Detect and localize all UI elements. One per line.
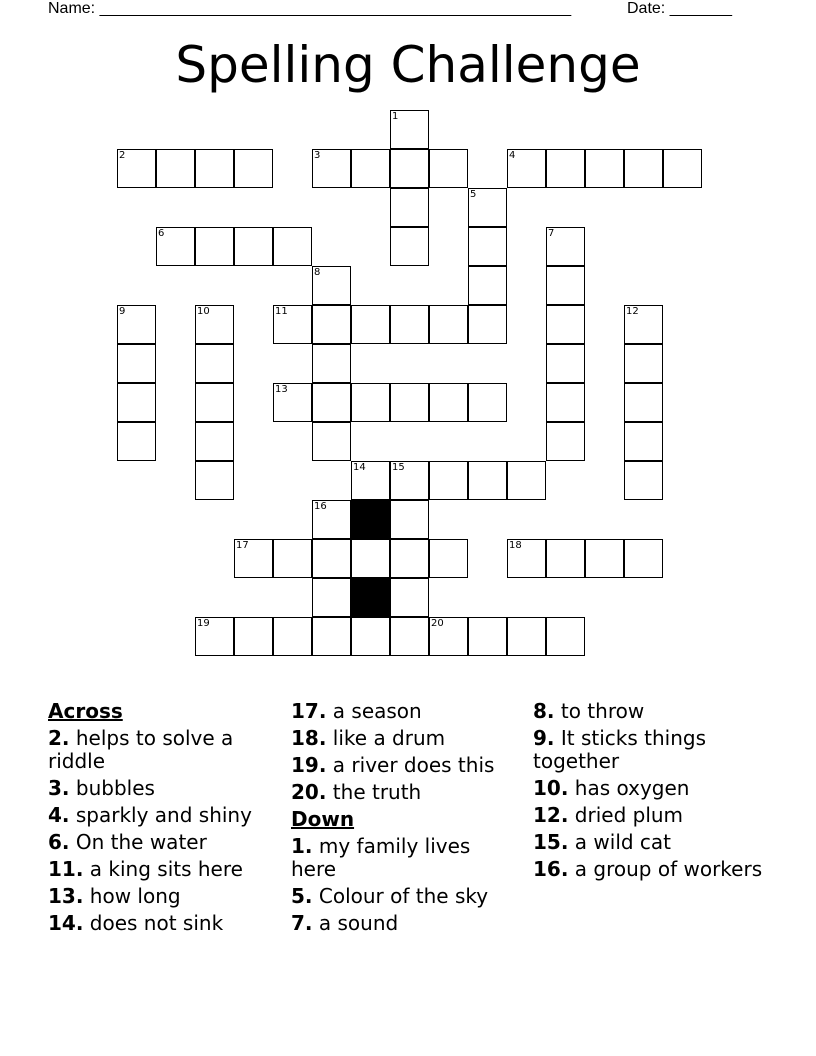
clue-item-text: a season [326, 699, 422, 723]
grid-cell[interactable] [390, 539, 429, 578]
grid-cell[interactable] [468, 188, 507, 227]
clue-item-text: a group of workers [568, 857, 763, 881]
grid-cell[interactable] [390, 149, 429, 188]
clue-number: 12 [626, 306, 639, 317]
name-field[interactable]: Name: _____________________________________________________ [48, 0, 572, 17]
clue-item-text: a river does this [326, 753, 495, 777]
grid-cell[interactable] [390, 305, 429, 344]
grid-cell[interactable] [195, 617, 234, 656]
grid-cell[interactable] [234, 539, 273, 578]
down-clue-list-continued [533, 700, 773, 881]
grid-cell[interactable] [312, 149, 351, 188]
grid-cell[interactable] [429, 383, 468, 422]
clue-item-text: helps to solve a riddle [48, 726, 234, 773]
grid-cell[interactable] [351, 149, 390, 188]
down-heading: Down [291, 807, 355, 831]
grid-cell[interactable] [156, 149, 195, 188]
grid-cell[interactable] [429, 539, 468, 578]
clue-item [533, 858, 773, 881]
grid-cell[interactable] [624, 461, 663, 500]
grid-cell[interactable] [234, 149, 273, 188]
clue-item [291, 885, 516, 908]
grid-cell[interactable] [312, 305, 351, 344]
grid-cell[interactable] [507, 461, 546, 500]
grid-cell[interactable] [195, 227, 234, 266]
black-cell [351, 578, 390, 617]
clue-item-text: a sound [312, 911, 399, 935]
clue-item [291, 781, 516, 804]
clue-number: 9 [119, 306, 126, 317]
clue-item-number: 11. [48, 857, 84, 881]
clue-number: 11 [275, 306, 288, 317]
clue-item [533, 727, 773, 773]
grid-cell[interactable] [312, 383, 351, 422]
grid-cell[interactable] [117, 149, 156, 188]
clue-number: 10 [197, 306, 210, 317]
clue-number: 14 [353, 462, 366, 473]
clue-item-number: 12. [533, 803, 569, 827]
clue-item-number: 15. [533, 830, 569, 854]
grid-cell[interactable] [624, 383, 663, 422]
clue-item-text: my family lives here [291, 834, 471, 881]
clue-item-number: 13. [48, 884, 84, 908]
clue-item-text: It sticks things together [533, 726, 707, 773]
grid-cell[interactable] [117, 305, 156, 344]
clue-item [48, 885, 278, 908]
grid-cell[interactable] [156, 227, 195, 266]
clue-item-text: dried plum [568, 803, 684, 827]
clue-item-text: does not sink [83, 911, 224, 935]
grid-cell[interactable] [273, 617, 312, 656]
clue-number: 6 [158, 228, 165, 239]
grid-cell[interactable] [195, 422, 234, 461]
clue-item [533, 700, 773, 723]
clue-item [533, 831, 773, 854]
clue-item-number: 17. [291, 699, 327, 723]
grid-cell[interactable] [429, 617, 468, 656]
clue-number: 13 [275, 384, 288, 395]
grid-cell[interactable] [468, 383, 507, 422]
clue-item-number: 14. [48, 911, 84, 935]
grid-cell[interactable] [468, 305, 507, 344]
across-clue-list [48, 727, 278, 935]
clue-number: 4 [509, 150, 516, 161]
grid-cell[interactable] [468, 266, 507, 305]
grid-cell[interactable] [585, 539, 624, 578]
clue-item [291, 912, 516, 935]
clue-item-text: bubbles [69, 776, 155, 800]
clue-item [48, 912, 278, 935]
grid-cell[interactable] [624, 149, 663, 188]
grid-cell[interactable] [468, 617, 507, 656]
grid-cell[interactable] [585, 149, 624, 188]
clue-item-text: Colour of the sky [312, 884, 489, 908]
grid-cell[interactable] [195, 344, 234, 383]
grid-cell[interactable] [390, 578, 429, 617]
grid-cell[interactable] [624, 305, 663, 344]
grid-cell[interactable] [546, 539, 585, 578]
clue-item [48, 804, 278, 827]
clue-item [533, 804, 773, 827]
clue-item-text: the truth [326, 780, 422, 804]
clue-item [533, 777, 773, 800]
clue-item-text: a king sits here [83, 857, 243, 881]
grid-cell[interactable] [546, 617, 585, 656]
clue-item-number: 7. [291, 911, 313, 935]
clue-item-number: 18. [291, 726, 327, 750]
clue-item-number: 3. [48, 776, 70, 800]
grid-cell[interactable] [390, 500, 429, 539]
clue-item-number: 19. [291, 753, 327, 777]
across-heading: Across [48, 699, 123, 723]
grid-cell[interactable] [117, 422, 156, 461]
clue-number: 3 [314, 150, 321, 161]
grid-cell[interactable] [507, 149, 546, 188]
clue-number: 7 [548, 228, 555, 239]
clues-column-1 [48, 700, 278, 939]
grid-cell[interactable] [390, 461, 429, 500]
grid-cell[interactable] [624, 344, 663, 383]
clue-item [291, 835, 516, 881]
grid-cell[interactable] [312, 578, 351, 617]
clue-item-number: 8. [533, 699, 555, 723]
clue-item-text: On the water [69, 830, 207, 854]
grid-cell[interactable] [546, 383, 585, 422]
grid-cell[interactable] [546, 305, 585, 344]
clue-item [48, 858, 278, 881]
clue-item-text: a wild cat [568, 830, 672, 854]
clues-column-2 [291, 700, 516, 939]
clue-item-number: 2. [48, 726, 70, 750]
grid-cell[interactable] [195, 461, 234, 500]
clue-item-number: 10. [533, 776, 569, 800]
grid-cell[interactable] [507, 539, 546, 578]
clue-item-number: 6. [48, 830, 70, 854]
black-cell [351, 500, 390, 539]
clues-column-3 [533, 700, 773, 885]
grid-cell[interactable] [546, 422, 585, 461]
grid-cell[interactable] [390, 188, 429, 227]
grid-cell[interactable] [117, 344, 156, 383]
grid-cell[interactable] [312, 344, 351, 383]
grid-cell[interactable] [234, 227, 273, 266]
clue-number: 15 [392, 462, 405, 473]
clue-item [291, 700, 516, 723]
clue-number: 1 [392, 111, 399, 122]
down-clue-list [291, 835, 516, 935]
clue-number: 20 [431, 618, 444, 629]
clue-item-text: has oxygen [568, 776, 690, 800]
page-title: Spelling Challenge [175, 36, 641, 94]
clue-item-number: 5. [291, 884, 313, 908]
clue-number: 16 [314, 501, 327, 512]
clue-number: 5 [470, 189, 477, 200]
clue-item-number: 1. [291, 834, 313, 858]
grid-cell[interactable] [273, 383, 312, 422]
clue-item [291, 727, 516, 750]
clue-number: 19 [197, 618, 210, 629]
clue-number: 17 [236, 540, 249, 551]
grid-cell[interactable] [312, 539, 351, 578]
grid-cell[interactable] [663, 149, 702, 188]
clue-item-number: 20. [291, 780, 327, 804]
clue-item-text: sparkly and shiny [69, 803, 252, 827]
clue-item-number: 16. [533, 857, 569, 881]
clue-number: 2 [119, 150, 126, 161]
grid-cell[interactable] [546, 266, 585, 305]
grid-cell[interactable] [429, 149, 468, 188]
clue-item [48, 777, 278, 800]
grid-cell[interactable] [390, 383, 429, 422]
grid-cell[interactable] [234, 617, 273, 656]
grid-cell[interactable] [351, 461, 390, 500]
grid-cell[interactable] [390, 617, 429, 656]
grid-cell[interactable] [546, 149, 585, 188]
date-field[interactable]: Date: _______ [627, 0, 732, 17]
across-clue-list-continued [291, 700, 516, 804]
grid-cell[interactable] [468, 227, 507, 266]
grid-cell[interactable] [273, 305, 312, 344]
grid-cell[interactable] [429, 461, 468, 500]
grid-cell[interactable] [117, 383, 156, 422]
clue-item-text: like a drum [326, 726, 446, 750]
grid-cell[interactable] [351, 305, 390, 344]
clue-number: 18 [509, 540, 522, 551]
grid-cell[interactable] [351, 383, 390, 422]
clue-item-text: how long [83, 884, 181, 908]
grid-cell[interactable] [507, 617, 546, 656]
clue-item-number: 4. [48, 803, 70, 827]
clue-number: 8 [314, 267, 321, 278]
grid-cell[interactable] [429, 305, 468, 344]
grid-cell[interactable] [390, 110, 429, 149]
grid-cell[interactable] [273, 539, 312, 578]
clue-item [291, 754, 516, 777]
grid-cell[interactable] [312, 266, 351, 305]
clue-item [48, 727, 278, 773]
grid-cell[interactable] [351, 617, 390, 656]
grid-cell[interactable] [273, 227, 312, 266]
grid-cell[interactable] [624, 539, 663, 578]
clue-item-number: 9. [533, 726, 555, 750]
grid-cell[interactable] [195, 305, 234, 344]
grid-cell[interactable] [351, 539, 390, 578]
grid-cell[interactable] [312, 617, 351, 656]
clue-item [48, 831, 278, 854]
grid-cell[interactable] [312, 422, 351, 461]
grid-cell[interactable] [195, 149, 234, 188]
grid-cell[interactable] [624, 422, 663, 461]
grid-cell[interactable] [468, 461, 507, 500]
clue-item-text: to throw [554, 699, 645, 723]
grid-cell[interactable] [390, 227, 429, 266]
grid-cell[interactable] [546, 344, 585, 383]
grid-cell[interactable] [546, 227, 585, 266]
grid-cell[interactable] [195, 383, 234, 422]
grid-cell[interactable] [312, 500, 351, 539]
